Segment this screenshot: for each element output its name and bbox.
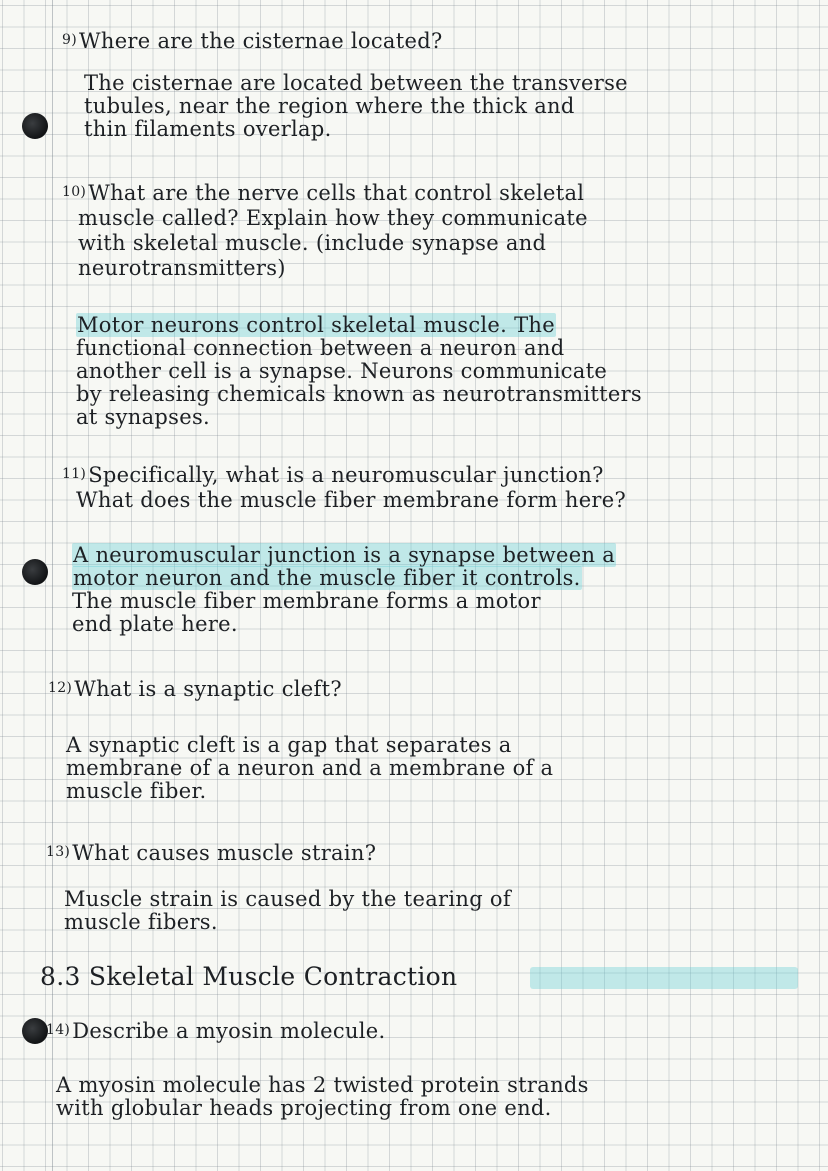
question-text: neurotransmitters)	[78, 256, 286, 280]
question-text: Where are the cisternae located?	[78, 29, 443, 53]
answer-line: A synaptic cleft is a gap that separates a	[66, 733, 512, 757]
question-text: What is a synaptic cleft?	[74, 677, 342, 701]
question-12	[48, 676, 828, 702]
answer-line: by releasing chemicals known as neurotransmitters	[76, 382, 642, 406]
question-text: What are the nerve cells that control skeletal	[88, 181, 585, 205]
answer-line: another cell is a synapse. Neurons communicate	[76, 359, 608, 383]
answer-9	[84, 72, 828, 141]
question-11	[62, 462, 828, 513]
answer-line: Muscle strain is caused by the tearing of	[64, 887, 511, 911]
answer-line: thin filaments overlap.	[84, 117, 332, 141]
binder-hole	[22, 559, 48, 585]
question-number: 9)	[62, 32, 77, 48]
question-9	[62, 28, 828, 54]
section-heading-text: 8.3 Skeletal Muscle Contraction	[40, 962, 458, 991]
question-text: Specifically, what is a neuromuscular junction?	[88, 463, 604, 487]
answer-10	[76, 314, 828, 429]
answer-line: A myosin molecule has 2 twisted protein strands	[56, 1073, 589, 1097]
answer-line: at synapses.	[76, 405, 211, 429]
binder-hole	[22, 1018, 48, 1044]
answer-line: The muscle fiber membrane forms a motor	[72, 589, 541, 613]
answer-13	[64, 888, 828, 934]
question-13	[46, 840, 828, 866]
answer-line-highlighted: Motor neurons control skeletal muscle. The	[77, 313, 555, 337]
question-number: 11)	[62, 466, 87, 482]
answer-14	[56, 1074, 828, 1120]
question-14	[46, 1018, 828, 1044]
question-text: What does the muscle fiber membrane form here?	[76, 488, 627, 512]
question-10	[62, 180, 828, 281]
answer-line-highlighted: motor neuron and the muscle fiber it controls.	[73, 566, 581, 590]
question-text: What causes muscle strain?	[72, 841, 377, 865]
answer-line: tubules, near the region where the thick and	[84, 94, 575, 118]
answer-line: membrane of a neuron and a membrane of a	[66, 756, 554, 780]
question-text: with skeletal muscle. (include synapse and	[78, 231, 547, 255]
answer-line: end plate here.	[72, 612, 238, 636]
question-text: Describe a myosin molecule.	[72, 1019, 386, 1043]
question-number: 10)	[62, 184, 87, 200]
answer-line-highlighted: A neuromuscular junction is a synapse between a	[73, 543, 616, 567]
question-number: 13)	[46, 844, 71, 860]
margin-line	[52, 0, 53, 1171]
question-number: 14)	[46, 1022, 71, 1038]
question-number: 12)	[48, 680, 73, 696]
answer-11	[72, 544, 828, 636]
answer-12	[66, 734, 828, 803]
section-heading	[40, 962, 828, 992]
binder-hole	[22, 113, 48, 139]
answer-line: muscle fiber.	[66, 779, 207, 803]
question-text: muscle called? Explain how they communicate	[78, 206, 588, 230]
answer-line: functional connection between a neuron and	[76, 336, 565, 360]
answer-line: with globular heads projecting from one end.	[56, 1096, 552, 1120]
answer-line: muscle fibers.	[64, 910, 218, 934]
answer-line: The cisternae are located between the transverse	[84, 71, 628, 95]
